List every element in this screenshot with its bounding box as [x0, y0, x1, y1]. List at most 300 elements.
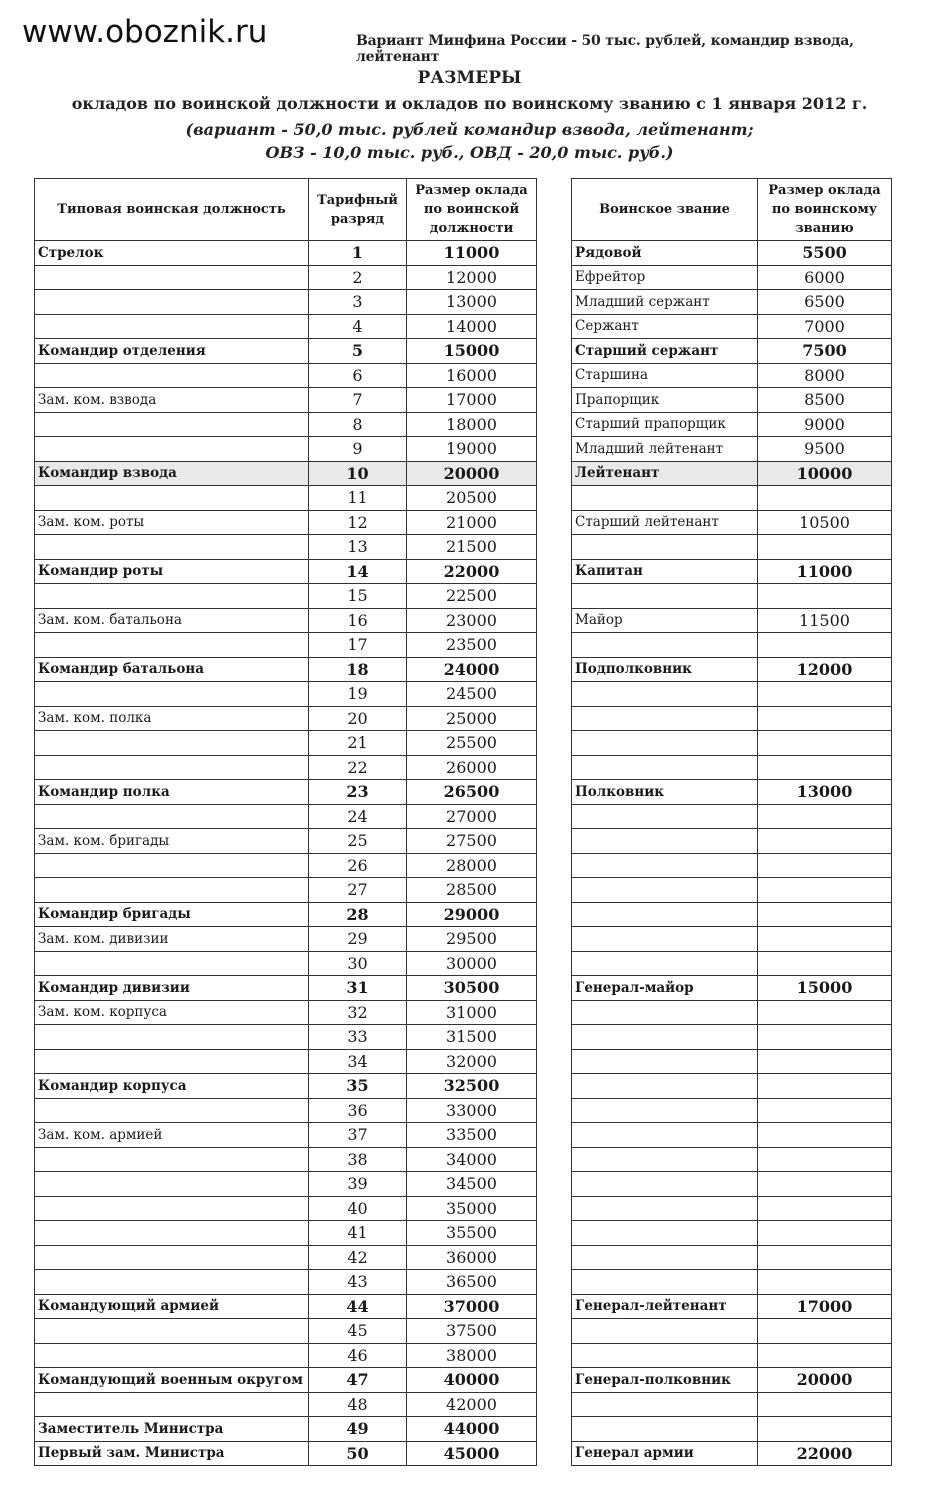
- table-row: [572, 706, 892, 731]
- position-name: [35, 265, 309, 290]
- tariff-grade: 46: [309, 1343, 407, 1368]
- table-row: [572, 1049, 892, 1074]
- table-row: [572, 584, 892, 609]
- table-row: [35, 853, 537, 878]
- tariff-grade: 50: [309, 1441, 407, 1466]
- table-row: [572, 412, 892, 437]
- document-subtitle: окладов по воинской должности и окладов по воинскому званию с 1 января 2012 г.: [71, 94, 868, 113]
- rank-name: [572, 1221, 758, 1246]
- tariff-grade: 26: [309, 853, 407, 878]
- rank-name: Генерал-майор: [572, 976, 758, 1001]
- header-position-salary: Размер оклада по воинской должности: [407, 179, 537, 241]
- tariff-grade: 16: [309, 608, 407, 633]
- table-row: [572, 780, 892, 805]
- rank-name: [572, 1123, 758, 1148]
- table-row: [572, 1417, 892, 1442]
- table-row: [35, 1098, 537, 1123]
- table-row: [35, 339, 537, 364]
- rank-salary: 7000: [758, 314, 892, 339]
- rank-name: [572, 682, 758, 707]
- tariff-grade: 47: [309, 1368, 407, 1393]
- tariff-grade: 36: [309, 1098, 407, 1123]
- table-row: [572, 437, 892, 462]
- position-salary: 20500: [407, 486, 537, 511]
- tariff-grade: 27: [309, 878, 407, 903]
- table-row: [35, 290, 537, 315]
- table-row: [35, 927, 537, 952]
- rank-name: [572, 1196, 758, 1221]
- tariff-grade: 25: [309, 829, 407, 854]
- position-salary: 31000: [407, 1000, 537, 1025]
- table-row: [572, 1147, 892, 1172]
- table-row: [572, 1123, 892, 1148]
- position-salary: 33500: [407, 1123, 537, 1148]
- rank-name: Рядовой: [572, 241, 758, 266]
- position-salary: 18000: [407, 412, 537, 437]
- position-name: Командующий армией: [35, 1294, 309, 1319]
- position-name: Первый зам. Министра: [35, 1441, 309, 1466]
- table-row: [35, 902, 537, 927]
- rank-name: [572, 927, 758, 952]
- table-row: [35, 633, 537, 658]
- table-row: [35, 241, 537, 266]
- tariff-grade: 19: [309, 682, 407, 707]
- position-salary: 34500: [407, 1172, 537, 1197]
- position-name: [35, 1098, 309, 1123]
- tariff-grade: 43: [309, 1270, 407, 1295]
- position-salary: 13000: [407, 290, 537, 315]
- table-row: [35, 584, 537, 609]
- rank-name: Старшина: [572, 363, 758, 388]
- rank-salary: 10000: [758, 461, 892, 486]
- table-row: [572, 1196, 892, 1221]
- rank-salary: [758, 878, 892, 903]
- table-row: [572, 853, 892, 878]
- tariff-grade: 44: [309, 1294, 407, 1319]
- tariff-grade: 4: [309, 314, 407, 339]
- tariff-grade: 9: [309, 437, 407, 462]
- table-row: [572, 290, 892, 315]
- position-name: [35, 731, 309, 756]
- table-row: [572, 902, 892, 927]
- tariff-grade: 2: [309, 265, 407, 290]
- rank-salary: 6000: [758, 265, 892, 290]
- rank-salary: [758, 682, 892, 707]
- tariff-grade: 5: [309, 339, 407, 364]
- table-row: [35, 1049, 537, 1074]
- position-salary: 16000: [407, 363, 537, 388]
- table-row: [35, 706, 537, 731]
- table-row: [572, 535, 892, 560]
- position-name: [35, 1196, 309, 1221]
- position-salary: 14000: [407, 314, 537, 339]
- table-row: [35, 829, 537, 854]
- rank-name: [572, 902, 758, 927]
- rank-name: Старший лейтенант: [572, 510, 758, 535]
- table-row: [35, 976, 537, 1001]
- table-row: [35, 682, 537, 707]
- rank-salary: [758, 1319, 892, 1344]
- rank-salary: 8500: [758, 388, 892, 413]
- position-salary: 25500: [407, 731, 537, 756]
- table-row: [572, 461, 892, 486]
- rank-name: [572, 1245, 758, 1270]
- tariff-grade: 35: [309, 1074, 407, 1099]
- rank-name: [572, 755, 758, 780]
- rank-name: Старший сержант: [572, 339, 758, 364]
- rank-salary: 6500: [758, 290, 892, 315]
- rank-name: [572, 535, 758, 560]
- table-row: [572, 1343, 892, 1368]
- table-row: [572, 1025, 892, 1050]
- position-salary: 35500: [407, 1221, 537, 1246]
- rank-name: [572, 1319, 758, 1344]
- table-row: [572, 1245, 892, 1270]
- position-salary: 32000: [407, 1049, 537, 1074]
- rank-name: Ефрейтор: [572, 265, 758, 290]
- table-row: [572, 1294, 892, 1319]
- table-row: [35, 1172, 537, 1197]
- position-salary: 33000: [407, 1098, 537, 1123]
- position-name: Стрелок: [35, 241, 309, 266]
- position-salary: 21500: [407, 535, 537, 560]
- tariff-grade: 15: [309, 584, 407, 609]
- tariff-grade: 6: [309, 363, 407, 388]
- rank-name: Старший прапорщик: [572, 412, 758, 437]
- position-name: [35, 1319, 309, 1344]
- position-salary: 12000: [407, 265, 537, 290]
- rank-salary: [758, 1000, 892, 1025]
- rank-salary: [758, 927, 892, 952]
- rank-salary: 9000: [758, 412, 892, 437]
- position-salary: 15000: [407, 339, 537, 364]
- rank-salary: [758, 486, 892, 511]
- rank-salary: [758, 1172, 892, 1197]
- position-salary: 30500: [407, 976, 537, 1001]
- rank-salary: 20000: [758, 1368, 892, 1393]
- rank-salary: [758, 1245, 892, 1270]
- position-name: [35, 853, 309, 878]
- rank-name: [572, 829, 758, 854]
- table-row: [572, 731, 892, 756]
- tariff-grade: 13: [309, 535, 407, 560]
- position-salary: 30000: [407, 951, 537, 976]
- tariff-grade: 24: [309, 804, 407, 829]
- tariff-grade: 12: [309, 510, 407, 535]
- tariff-grade: 48: [309, 1392, 407, 1417]
- position-name: [35, 682, 309, 707]
- position-name: [35, 1245, 309, 1270]
- table-row: [572, 657, 892, 682]
- position-name: Зам. ком. армией: [35, 1123, 309, 1148]
- rank-salary: [758, 1270, 892, 1295]
- table-row: [35, 535, 537, 560]
- position-name: [35, 584, 309, 609]
- position-salary: 20000: [407, 461, 537, 486]
- position-salary: 45000: [407, 1441, 537, 1466]
- position-name: [35, 633, 309, 658]
- rank-name: [572, 706, 758, 731]
- table-row: [35, 1417, 537, 1442]
- tariff-grade: 40: [309, 1196, 407, 1221]
- position-salary: 21000: [407, 510, 537, 535]
- position-salary: 11000: [407, 241, 537, 266]
- position-salary: 22500: [407, 584, 537, 609]
- tariff-grade: 32: [309, 1000, 407, 1025]
- table-row: [572, 951, 892, 976]
- rank-name: [572, 853, 758, 878]
- position-salary: 37000: [407, 1294, 537, 1319]
- table-row: [572, 363, 892, 388]
- table-row: [572, 976, 892, 1001]
- table-row: [35, 1025, 537, 1050]
- table-row: [35, 559, 537, 584]
- position-name: Командир бригады: [35, 902, 309, 927]
- rank-salary: 17000: [758, 1294, 892, 1319]
- position-name: Командир батальона: [35, 657, 309, 682]
- position-name: [35, 1172, 309, 1197]
- rank-salary: 15000: [758, 976, 892, 1001]
- position-name: Зам. ком. роты: [35, 510, 309, 535]
- position-name: [35, 1270, 309, 1295]
- table-row: [35, 1441, 537, 1466]
- table-row: [35, 755, 537, 780]
- rank-name: Генерал-лейтенант: [572, 1294, 758, 1319]
- table-row: [35, 486, 537, 511]
- position-name: [35, 412, 309, 437]
- position-name: [35, 1147, 309, 1172]
- table-row: [572, 1221, 892, 1246]
- rank-name: [572, 731, 758, 756]
- tariff-grade: 17: [309, 633, 407, 658]
- table-row: [35, 388, 537, 413]
- tariff-grade: 21: [309, 731, 407, 756]
- table-row: [35, 1392, 537, 1417]
- table-row: [35, 780, 537, 805]
- table-row: [572, 559, 892, 584]
- rank-salary: [758, 584, 892, 609]
- table-row: [35, 951, 537, 976]
- position-salary: 29000: [407, 902, 537, 927]
- table-row: [572, 486, 892, 511]
- tariff-grade: 29: [309, 927, 407, 952]
- rank-name: [572, 1074, 758, 1099]
- position-name: [35, 755, 309, 780]
- rank-salary: [758, 1025, 892, 1050]
- rank-name: Майор: [572, 608, 758, 633]
- tariff-grade: 41: [309, 1221, 407, 1246]
- tariff-grade: 38: [309, 1147, 407, 1172]
- table-row: [572, 339, 892, 364]
- position-name: Командир роты: [35, 559, 309, 584]
- rank-table-header: [572, 179, 892, 241]
- table-row: [572, 510, 892, 535]
- table-row: [35, 1319, 537, 1344]
- tariff-grade: 1: [309, 241, 407, 266]
- rank-salary: [758, 1196, 892, 1221]
- document-subtitle-variant: (вариант - 50,0 тыс. рублей командир взвода, лейтенант;: [185, 120, 754, 139]
- table-row: [572, 682, 892, 707]
- position-name: [35, 535, 309, 560]
- rank-salary-table: [571, 178, 892, 1466]
- position-salary: 25000: [407, 706, 537, 731]
- table-row: [35, 878, 537, 903]
- rank-salary: [758, 853, 892, 878]
- header-grade: Тарифный разряд: [309, 179, 407, 241]
- tariff-grade: 31: [309, 976, 407, 1001]
- position-name: [35, 1343, 309, 1368]
- table-row: [35, 657, 537, 682]
- position-salary: 38000: [407, 1343, 537, 1368]
- rank-name: Прапорщик: [572, 388, 758, 413]
- rank-salary: [758, 1098, 892, 1123]
- variant-note: Вариант Минфина России - 50 тыс. рублей, командир взвода, лейтенант: [356, 33, 854, 65]
- position-salary: 28000: [407, 853, 537, 878]
- rank-salary: [758, 1049, 892, 1074]
- rank-salary: [758, 1343, 892, 1368]
- position-name: [35, 878, 309, 903]
- position-name: [35, 363, 309, 388]
- position-salary: 37500: [407, 1319, 537, 1344]
- rank-name: [572, 1049, 758, 1074]
- rank-salary: 5500: [758, 241, 892, 266]
- position-name: [35, 804, 309, 829]
- rank-salary: [758, 731, 892, 756]
- header-position: Типовая воинская должность: [35, 179, 309, 241]
- table-row: [35, 1123, 537, 1148]
- rank-name: [572, 1098, 758, 1123]
- position-name: [35, 437, 309, 462]
- rank-salary: 10500: [758, 510, 892, 535]
- position-name: Заместитель Министра: [35, 1417, 309, 1442]
- table-row: [35, 461, 537, 486]
- position-name: [35, 1221, 309, 1246]
- position-salary: 44000: [407, 1417, 537, 1442]
- rank-salary: [758, 1123, 892, 1148]
- tariff-grade: 33: [309, 1025, 407, 1050]
- document-title: РАЗМЕРЫ: [417, 68, 522, 88]
- rank-salary: [758, 1221, 892, 1246]
- table-row: [35, 731, 537, 756]
- rank-salary: [758, 1147, 892, 1172]
- position-name: [35, 951, 309, 976]
- rank-name: [572, 1270, 758, 1295]
- position-name: [35, 1049, 309, 1074]
- position-name: Зам. ком. корпуса: [35, 1000, 309, 1025]
- position-name: Зам. ком. батальона: [35, 608, 309, 633]
- table-row: [35, 265, 537, 290]
- position-salary: 31500: [407, 1025, 537, 1050]
- table-row: [572, 1074, 892, 1099]
- tariff-grade: 20: [309, 706, 407, 731]
- rank-name: Генерал армии: [572, 1441, 758, 1466]
- position-name: [35, 1392, 309, 1417]
- rank-name: [572, 804, 758, 829]
- rank-name: [572, 1147, 758, 1172]
- position-salary: 34000: [407, 1147, 537, 1172]
- position-salary: 23000: [407, 608, 537, 633]
- position-salary: 17000: [407, 388, 537, 413]
- site-url: www.oboznik.ru: [22, 14, 268, 50]
- table-row: [572, 1368, 892, 1393]
- position-name: Зам. ком. взвода: [35, 388, 309, 413]
- position-name: Командир отделения: [35, 339, 309, 364]
- rank-name: Капитан: [572, 559, 758, 584]
- table-row: [35, 1147, 537, 1172]
- rank-salary: 11000: [758, 559, 892, 584]
- header-rank: Воинское звание: [572, 179, 758, 241]
- rank-salary: 11500: [758, 608, 892, 633]
- table-row: [35, 1343, 537, 1368]
- rank-salary: [758, 633, 892, 658]
- table-row: [572, 1270, 892, 1295]
- position-salary: 42000: [407, 1392, 537, 1417]
- table-row: [572, 1172, 892, 1197]
- tariff-grade: 28: [309, 902, 407, 927]
- table-row: [572, 755, 892, 780]
- table-row: [572, 927, 892, 952]
- position-name: [35, 314, 309, 339]
- table-row: [572, 265, 892, 290]
- position-name: [35, 486, 309, 511]
- rank-name: [572, 584, 758, 609]
- rank-name: [572, 1417, 758, 1442]
- table-row: [35, 1000, 537, 1025]
- rank-salary: 9500: [758, 437, 892, 462]
- position-salary: 35000: [407, 1196, 537, 1221]
- position-salary: 36500: [407, 1270, 537, 1295]
- rank-name: Генерал-полковник: [572, 1368, 758, 1393]
- table-row: [572, 388, 892, 413]
- rank-salary: [758, 706, 892, 731]
- table-row: [35, 608, 537, 633]
- table-row: [35, 1221, 537, 1246]
- position-name: [35, 290, 309, 315]
- rank-salary: 13000: [758, 780, 892, 805]
- rank-name: Младший сержант: [572, 290, 758, 315]
- position-salary: 23500: [407, 633, 537, 658]
- rank-salary: [758, 535, 892, 560]
- tariff-grade: 34: [309, 1049, 407, 1074]
- table-row: [35, 363, 537, 388]
- position-name: Командир полка: [35, 780, 309, 805]
- table-row: [572, 314, 892, 339]
- table-row: [35, 1368, 537, 1393]
- tariff-grade: 42: [309, 1245, 407, 1270]
- table-row: [572, 1098, 892, 1123]
- table-row: [572, 241, 892, 266]
- position-name: Командир взвода: [35, 461, 309, 486]
- rank-salary: [758, 829, 892, 854]
- position-salary: 24000: [407, 657, 537, 682]
- rank-name: [572, 1172, 758, 1197]
- rank-salary: [758, 755, 892, 780]
- tariff-grade: 49: [309, 1417, 407, 1442]
- table-row: [35, 1245, 537, 1270]
- tariff-grade: 18: [309, 657, 407, 682]
- position-name: Зам. ком. полка: [35, 706, 309, 731]
- rank-salary: [758, 951, 892, 976]
- table-row: [35, 314, 537, 339]
- position-salary: 36000: [407, 1245, 537, 1270]
- tariff-grade: 14: [309, 559, 407, 584]
- tariff-grade: 11: [309, 486, 407, 511]
- table-row: [35, 804, 537, 829]
- table-row: [35, 412, 537, 437]
- position-salary: 27000: [407, 804, 537, 829]
- position-name: Зам. ком. дивизии: [35, 927, 309, 952]
- rank-name: [572, 1000, 758, 1025]
